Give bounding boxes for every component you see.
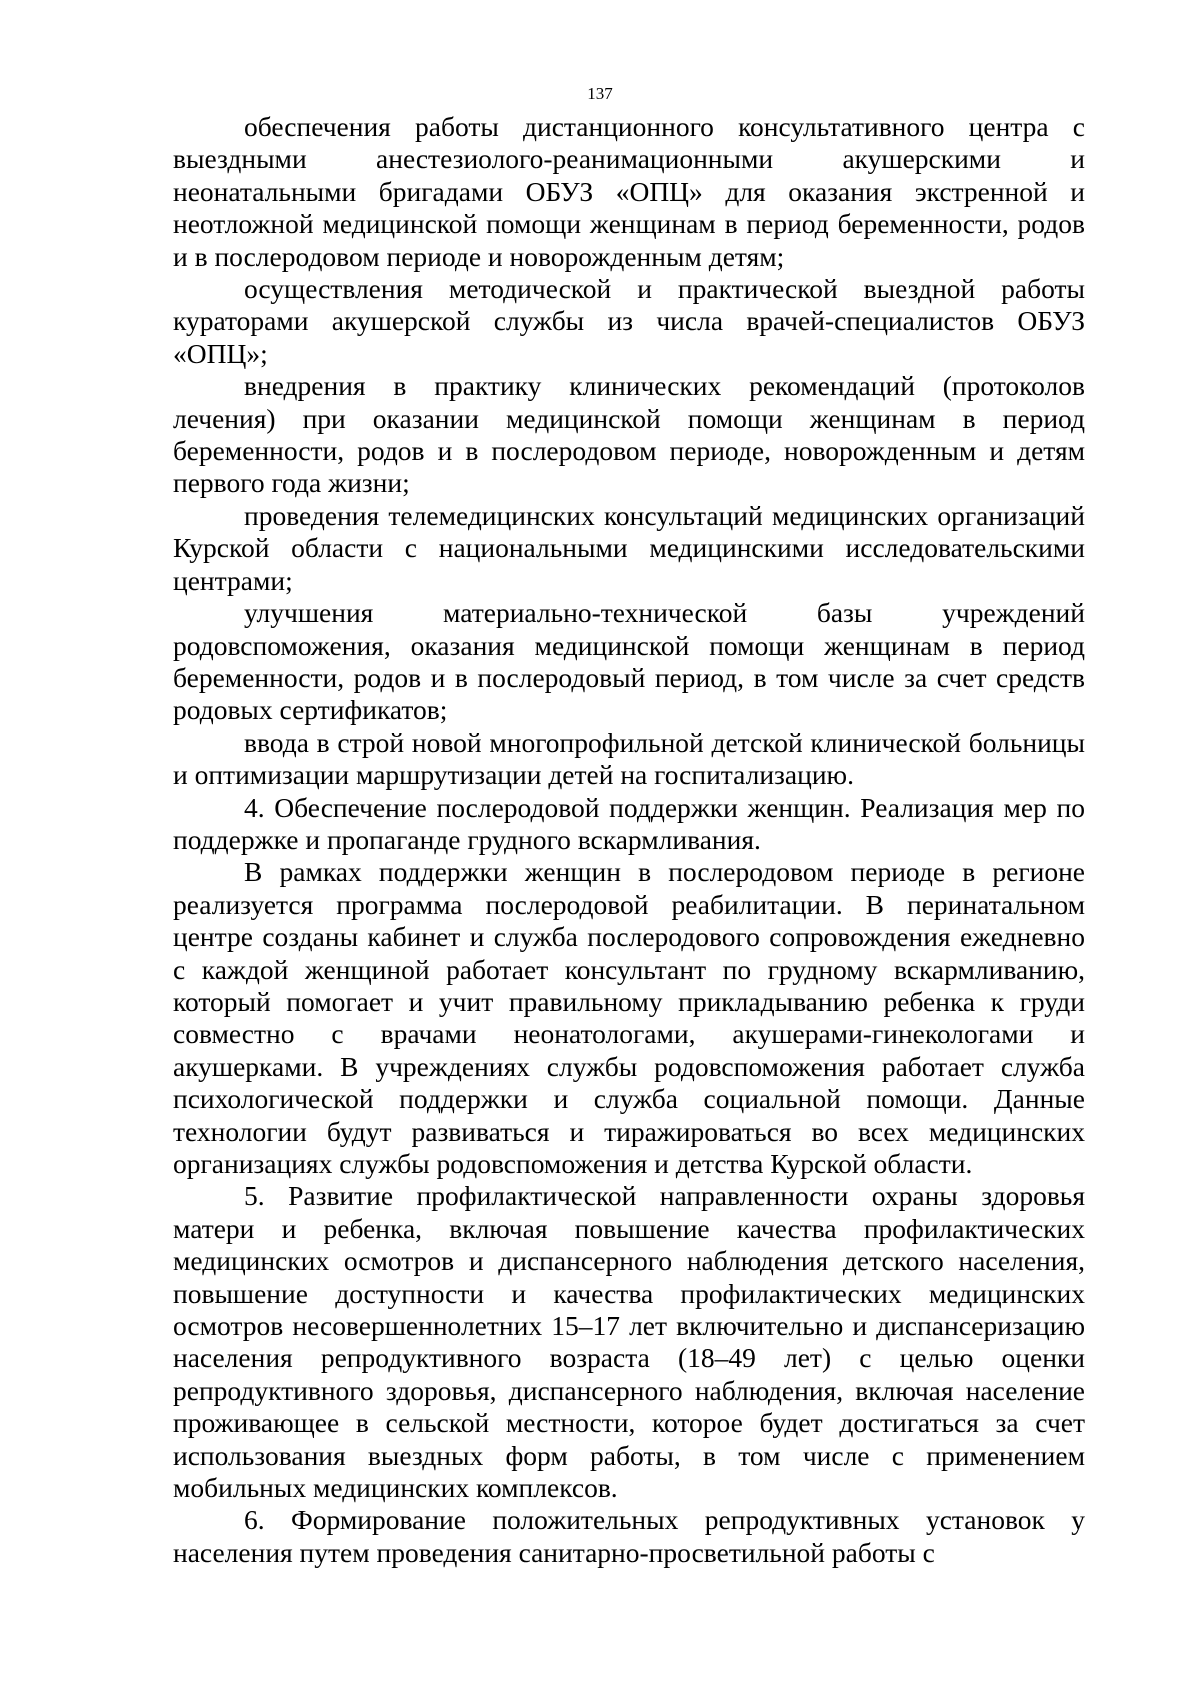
- paragraph-4: проведения телемедицинских консультаций медицинских организаций Курской области с национальными медицинскими исследовательскими центрами;: [173, 499, 1085, 596]
- paragraph-8: В рамках поддержки женщин в послеродовом периоде в регионе реализуется программа послеродовой реабилитации. В перинатальном центре созданы кабинет и служба послеродового сопровождения ежедневно с каждой женщиной работает консультант по грудному вскармливанию, который помогает и учит правильному прикладыванию ребенка к груди совместно с врачами неонатологами, акушерами-гинекологами и акушерками. В учреждениях службы родовспоможения работает служба психологической поддержки и служба социальной помощи. Данные технологии будут развиваться и тиражироваться во всех медицинских организациях службы родовспоможения и детства Курской области.: [173, 856, 1085, 1179]
- paragraph-7: 4. Обеспечение послеродовой поддержки женщин. Реализация мер по поддержке и пропаганде грудного вскармливания.: [173, 791, 1085, 855]
- paragraph-10: 6. Формирование положительных репродуктивных установок у населения путем проведения санитарно-просветильной работы с: [173, 1504, 1085, 1568]
- page-number: 137: [587, 84, 613, 103]
- paragraph-1: обеспечения работы дистанционного консультативного центра с выездными анестезиолого-реанимационными акушерскими и неонатальными бригадами ОБУЗ «ОПЦ» для оказания экстренной и неотложной медицинской помощи женщинам в период беременности, родов и в послеродовом периоде и новорожденным детям;: [173, 111, 1085, 272]
- paragraph-5: улучшения материально-технической базы учреждений родовспоможения, оказания медицинской помощи женщинам в период беременности, родов и в послеродовый период, в том числе за счет средств родовых сертификатов;: [173, 597, 1085, 726]
- document-body: [173, 111, 1085, 1569]
- paragraph-6: ввода в строй новой многопрофильной детской клинической больницы и оптимизации маршрутизации детей на госпитализацию.: [173, 726, 1085, 791]
- paragraph-9: 5. Развитие профилактической направленности охраны здоровья матери и ребенка, включая повышение качества профилактических медицинских осмотров и диспансерного наблюдения детского населения, повышение доступности и качества профилактических медицинских осмотров несовершеннолетних 15–17 лет включительно и диспансеризацию населения репродуктивного возраста (18–49 лет) с целью оценки репродуктивного здоровья, диспансерного наблюдения, включая население проживающее в сельской местности, которое будет достигаться за счет использования выездных форм работы, в том числе с применением мобильных медицинских комплексов.: [173, 1180, 1085, 1504]
- paragraph-3: внедрения в практику клинических рекомендаций (протоколов лечения) при оказании медицинской помощи женщинам в период беременности, родов и в послеродовом периоде, новорожденным и детям первого года жизни;: [173, 370, 1085, 499]
- paragraph-2: осуществления методической и практической выездной работы кураторами акушерской службы из числа врачей-специалистов ОБУЗ «ОПЦ»;: [173, 273, 1085, 369]
